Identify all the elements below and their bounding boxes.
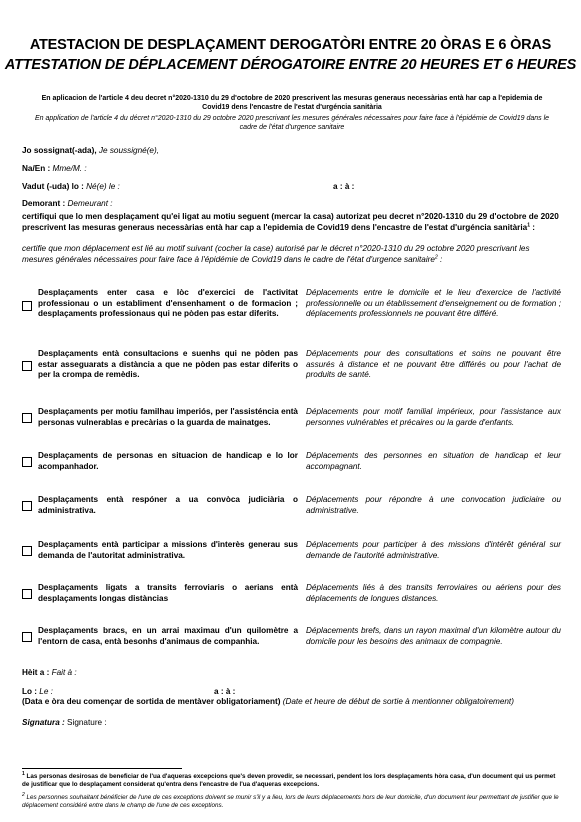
time-note-oc: (Data e òra deu començar de sortida de mentàver obligatoriament) [22,697,281,706]
footnote-ref-1: 1 [527,221,530,228]
date-label-oc: Lo : [22,687,38,696]
time-note-line [22,697,514,707]
time-note-fr: (Date et heure de début de sortie à mentionner obligatoirement) [282,697,514,706]
reason-oc: Desplaçaments bracs, en un arrai maximau d'un quilomètre a l'entorn de casa, entà besonhs d'animaus de companhia. [38,626,298,646]
title-french: ATTESTATION DE DÉPLACEMENT DÉROGATOIRE ENTRE 20 HEURES ET 6 HEURES [4,57,577,73]
birth-label-oc: Vadut (-uda) lo : [22,182,84,191]
checkbox-reason-transit[interactable] [22,589,32,599]
reason-fr: Déplacements entre le domicile et le lieu d'exercice de l'activité professionnelle ou un établissement d'enseignement ou de formation ; déplacements professionnels ne pouvant être différé. [306,288,561,318]
signer-label-oc: Jo sossignat(-ada), [22,146,97,155]
footnote-oc-text: Las personas desirosas de beneficiar de l'ua d'aqueras excepcions que's deven provedir, se necessari, pendent los lors desplaçaments hòra casa, d'un document qui us permet de justificar que lo desplaçament considerat qu'entra dens l'encastre de l'ua d'aqueras excepcions. [22,773,556,788]
reason-oc: Desplaçaments ligats a transits ferroviaris o aerians entà desplaçaments longas distàncias [38,583,298,603]
footnote-fr-text: Les personnes souhaitant bénéficier de l'une de ces exceptions doivent se munir s'il y a lieu, lors de leurs déplacements hors de leur domicile, d'un document leur permettant de justifier que le déplacement considéré entre dans le champ de l'une de ces exceptions. [22,794,559,809]
reason-oc: Desplaçaments enter casa e lòc d'exercici de l'activitat professionau o un establiment d'ensenhament o de formacion ; desplaçaments professionaus qui ne pòden pas estar diferits. [38,288,298,318]
checkbox-reason-missions[interactable] [22,546,32,556]
checkbox-reason-work[interactable] [22,301,32,311]
certify-french: certifie que mon déplacement est lié au motif suivant (cocher la case) autorisé par le décret n°2020-1310 du 29 octobre 2020 prescrivant les mesures générales nécessaires pour faire face à l'épidémie de Covid19 dans le cadre de l'état d'urgence sanitaire$^2$ : [22,244,530,264]
time-label: a : à : [214,687,236,696]
birth-place-field[interactable] [333,182,354,192]
certify-oc-text: certifiqui que lo men desplaçament qu'ei ligat au motiu seguent (mercar la casa) autorizat peu decret n°2020-1310 du 29 d'octobre de 2020 prescrivent las mesuras generaus necessàrias entà har cap a l'epidemia de Covid19 dens l'encastre de l'estat d'urgéncia sanitària [22,212,559,232]
checkbox-reason-pets[interactable] [22,632,32,642]
reason-fr: Déplacements pour des consultations et soins ne pouvant être assurés à distance et ne pouvant être différés ou pour l'achat de produits de santé. [306,349,561,379]
name-field[interactable] [22,164,87,174]
made-at-field[interactable] [22,668,77,678]
reason-fr: Déplacements pour motif familial impérieux, pour l'assistance aux personnes vulnérables et précaires ou la garde d'enfants. [306,407,561,427]
title-occitan: ATESTACION DE DESPLAÇAMENT DEROGATÒRI ENTRE 20 ÒRAS E 6 ÒRAS [29,37,552,53]
checkbox-reason-judicial[interactable] [22,501,32,511]
reason-fr: Déplacements liés à des transits ferroviaires ou aériens pour des déplacements de longues distances. [306,583,561,603]
address-field[interactable] [22,199,113,209]
reason-fr: Déplacements brefs, dans un rayon maximal d'un kilomètre autour du domicile pour les besoins des animaux de compagnie. [306,626,561,646]
birth-label-fr: Né(e) le : [86,182,120,191]
birth-date-field[interactable] [22,182,120,192]
name-label-oc: Na/En : [22,164,51,173]
reason-oc: Desplaçaments entà respóner a ua convòca judiciària o administrativa. [38,495,298,515]
footnote-ref-2: 2 [434,253,438,260]
signature-label-fr: Signature : [67,718,107,727]
date-label-fr: Le : [39,687,53,696]
certify-fr-text: certifie que mon déplacement est lié au motif suivant (cocher la case) autorisé par le décret n°2020-1310 du 29 octobre 2020 prescrivant les mesures générales nécessaires pour faire face à l'épidémie de Covid19 dans le cadre de l'état d'urgence sanitaire [22,244,530,264]
checkbox-reason-health[interactable] [22,361,32,371]
footnote-occitan [22,770,562,789]
made-at-label-oc: Hèit a : [22,668,50,677]
birth-place-label: a : à : [333,182,355,191]
checkbox-reason-handicap[interactable] [22,457,32,467]
reason-oc: Desplaçaments de personas en situacion de handicap e lo lor acompanhador. [38,451,298,471]
intro-occitan: En aplicacion de l'article 4 deu decret n°2020-1310 du 29 d'octobre de 2020 prescrivent las mesuras generaus necessàrias entà har cap a l'epidemia de Covid19 dens l'encastre de l'estat d'urgéncia sanitària [41,95,543,111]
reason-oc: Desplaçaments entà participar a missions d'interès generau sus demanda de l'autoritat administrativa. [38,540,298,560]
name-label-fr: Mme/M. : [52,164,87,173]
footnote-marker-2: 2 [22,791,25,798]
reason-oc: Desplaçaments per motiu familhau imperiós, per l'assisténcia entà personas vulnerablas e precàrias o la guarda de mainatges. [38,407,298,427]
checkbox-reason-family[interactable] [22,413,32,423]
intro-french: En application de l'article 4 du décret n°2020-1310 du 29 octobre 2020 prescrivant les mesures générales nécessaires pour faire face à l'épidémie de Covid19 dans le cadre de l'état d'urgence sanitaire [34,115,550,131]
made-at-label-fr: Fait à : [51,668,77,677]
certify-occitan: certifiqui que lo men desplaçament qu'ei ligat au motiu seguent (mercar la casa) autorizat peu decret n°2020-1310 du 29 d'octobre de 2020 prescrivent las mesuras generaus necessàrias entà har cap a l'epidemia de Covid19 dens l'encastre de l'estat d'urgéncia sanitària$^1$ : [22,212,559,232]
footnote-divider [22,768,182,769]
footnote-french [22,791,562,810]
signature-field[interactable] [22,718,107,727]
address-label-oc: Demorant : [22,199,66,208]
reason-fr: Déplacements pour participer à des missions d'intérêt général sur demande de l'autorité administrative. [306,540,561,560]
time-field[interactable] [214,687,235,697]
signer-label-fr: Je soussigné(e), [98,146,159,155]
signature-label-oc: Signatura : [22,718,65,727]
signer-line [22,146,159,156]
date-field[interactable] [22,687,53,697]
reason-fr: Déplacements des personnes en situation de handicap et leur accompagnant. [306,451,561,471]
reason-oc: Desplaçaments entà consultacions e suenhs qui ne pòden pas estar asseguarats a distància a que ne pòden pas estar diferits o per la crompa de remèdis. [38,349,298,379]
footnote-marker-1: 1 [22,770,25,777]
address-label-fr: Demeurant : [67,199,113,208]
reason-fr: Déplacements pour répondre à une convocation judiciaire ou administrative. [306,495,561,515]
